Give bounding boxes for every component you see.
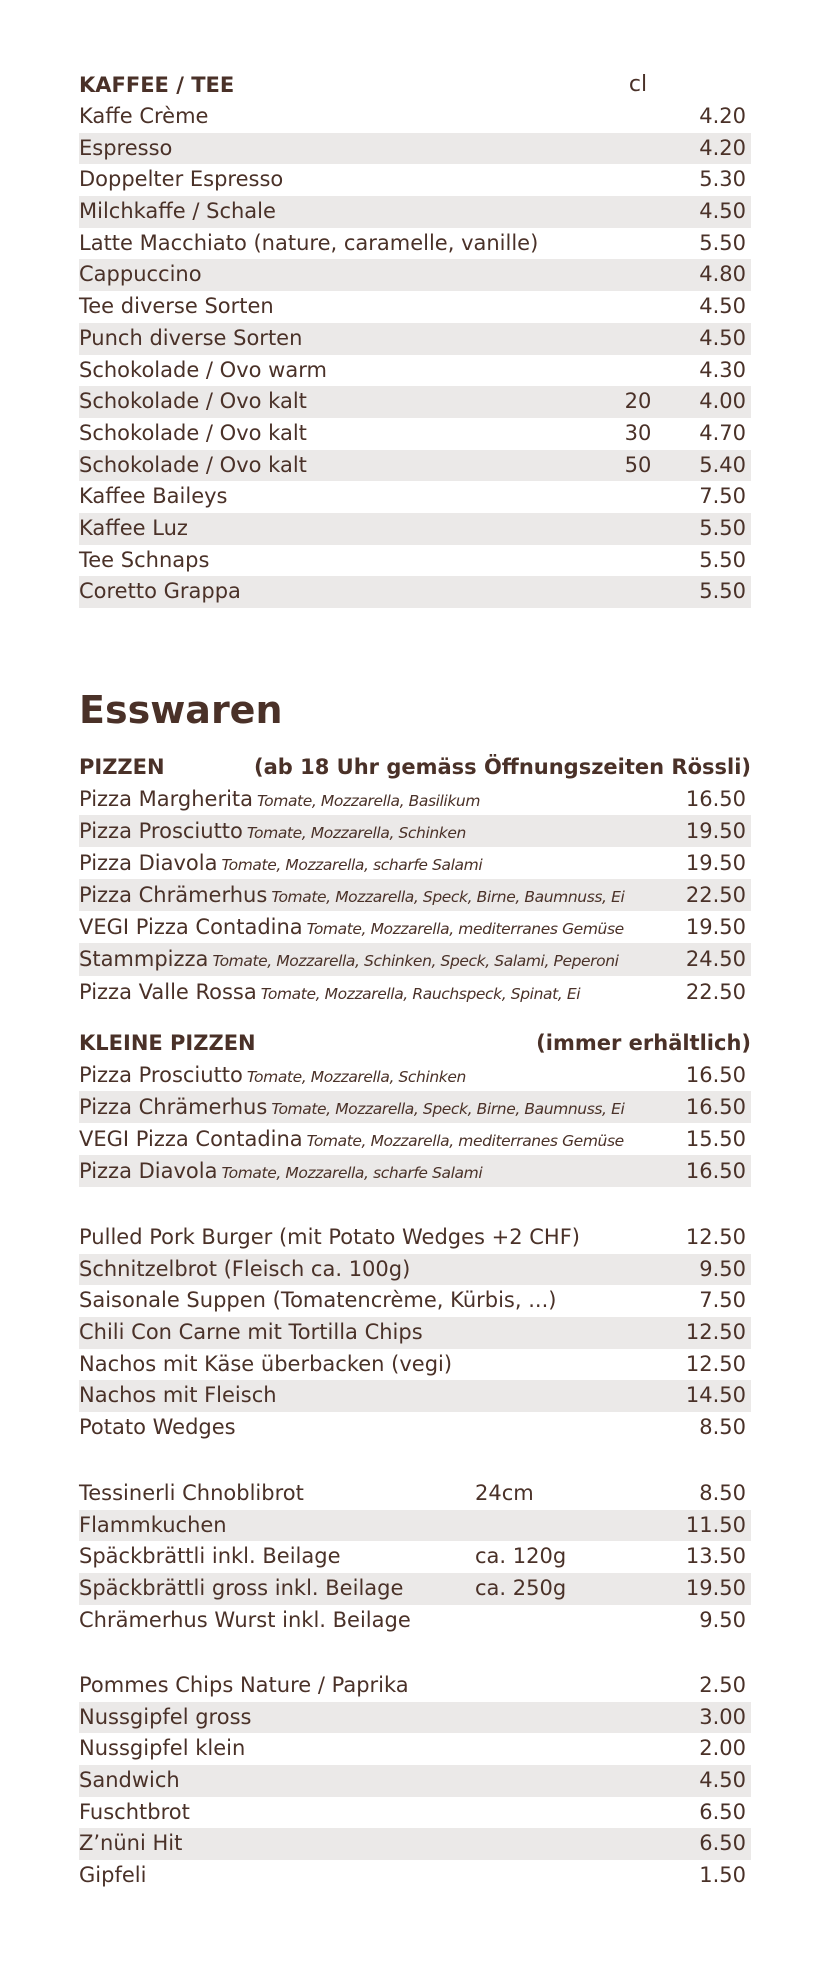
- pizzen-section: [79, 751, 751, 1008]
- item-price: 12.50: [685, 1351, 746, 1376]
- menu-row: [79, 976, 751, 1008]
- item-name: [79, 1222, 580, 1254]
- item-title: VEGI Pizza Contadina: [79, 1127, 303, 1152]
- item-title: Nachos mit Fleisch: [79, 1383, 277, 1408]
- item-title: Pizza Chrämerhus: [79, 1095, 268, 1120]
- item-price: 9.50: [699, 1607, 746, 1632]
- item-name: [79, 1573, 403, 1605]
- item-price: 19.50: [685, 819, 746, 844]
- item-name: [79, 355, 327, 387]
- kaffee-header: [79, 69, 751, 101]
- menu-row: [79, 450, 751, 482]
- item-description: Tomate, Mozzarella, Speck, Birne, Baumnuss, Ei: [271, 888, 625, 907]
- item-name: [79, 879, 624, 913]
- item-price: 5.50: [699, 230, 746, 255]
- item-price: 4.50: [699, 325, 746, 350]
- item-title: Milchkaffe / Schale: [79, 199, 276, 224]
- item-price: 22.50: [685, 883, 746, 908]
- item-title: Z’nüni Hit: [79, 1831, 183, 1856]
- item-price: 16.50: [685, 1159, 746, 1184]
- item-title: Potato Wedges: [79, 1415, 236, 1440]
- item-name: [79, 783, 480, 817]
- item-name: [79, 101, 208, 133]
- menu-row: [79, 228, 751, 260]
- item-size: 24cm: [475, 1481, 534, 1505]
- item-name: [79, 1317, 423, 1349]
- item-title: Späckbrättli gross inkl. Beilage: [79, 1576, 404, 1601]
- item-price: 7.50: [699, 1288, 746, 1313]
- kaffee-title: KAFFEE / TEE: [79, 73, 235, 97]
- menu-row: [79, 1380, 751, 1412]
- menu-row: [79, 1733, 751, 1765]
- item-title: Chili Con Carne mit Tortilla Chips: [79, 1320, 423, 1345]
- item-price: 5.40: [699, 452, 746, 477]
- menu-row: [79, 1285, 751, 1317]
- item-price: 12.50: [685, 1225, 746, 1249]
- item-name: [79, 1670, 409, 1702]
- item-title: Schnitzelbrot (Fleisch ca. 100g): [79, 1256, 411, 1281]
- menu-row: [79, 513, 751, 545]
- snacks-list: [79, 1222, 751, 1444]
- menu-row: [79, 1254, 751, 1286]
- item-title: Chrämerhus Wurst inkl. Beilage: [79, 1607, 411, 1632]
- item-name: [79, 943, 619, 977]
- menu-row: [79, 164, 751, 196]
- item-name: [79, 1733, 245, 1765]
- kleine-pizzen-header: [79, 1027, 751, 1059]
- item-cl: 30: [624, 420, 652, 445]
- item-price: 5.50: [699, 515, 746, 540]
- menu-row: [79, 1123, 751, 1155]
- menu-row: [79, 1765, 751, 1797]
- item-name: [79, 1412, 236, 1444]
- item-name: [79, 1091, 624, 1125]
- menu-row: [79, 943, 751, 975]
- item-price: 11.50: [685, 1512, 746, 1537]
- menu-row: [79, 1155, 751, 1187]
- item-title: Nachos mit Käse überbacken (vegi): [79, 1351, 453, 1376]
- menu-row: [79, 418, 751, 450]
- kleine-pizzen-title: KLEINE PIZZEN: [79, 1031, 256, 1055]
- menu-row: [79, 133, 751, 165]
- menu-row: [79, 1412, 751, 1444]
- item-title: Latte Macchiato (nature, caramelle, vanille): [79, 230, 539, 255]
- item-size: ca. 120g: [475, 1544, 567, 1569]
- item-name: [79, 1828, 182, 1860]
- item-title: Coretto Grappa: [79, 579, 241, 604]
- item-price: 16.50: [685, 1063, 746, 1087]
- item-title: Kaffee Baileys: [79, 484, 228, 509]
- item-description: Tomate, Mozzarella, scharfe Salami: [221, 856, 483, 875]
- item-title: Tessinerli Chnoblibrot: [79, 1481, 304, 1505]
- menu-row: [79, 196, 751, 228]
- item-title: Schokolade / Ovo kalt: [79, 420, 307, 445]
- item-title: Pizza Diavola: [79, 851, 218, 876]
- item-name: [79, 386, 307, 418]
- item-name: [79, 1155, 482, 1189]
- menu-row: [79, 1059, 751, 1091]
- item-description: Tomate, Mozzarella, Speck, Birne, Baumnuss, Ei: [271, 1100, 625, 1119]
- pizzen-list: [79, 783, 751, 1008]
- item-description: Tomate, Mozzarella, Rauchspeck, Spinat, Ei: [260, 984, 581, 1003]
- item-price: 14.50: [685, 1383, 746, 1408]
- item-title: Nussgipfel klein: [79, 1736, 246, 1761]
- item-name: [79, 545, 209, 577]
- menu-row: [79, 259, 751, 291]
- item-price: 5.50: [699, 547, 746, 572]
- item-price: 4.80: [699, 262, 746, 287]
- menu-row: [79, 1317, 751, 1349]
- menu-row: [79, 576, 751, 608]
- item-name: [79, 133, 172, 165]
- warm-section: [79, 1478, 751, 1636]
- item-name: [79, 196, 276, 228]
- item-name: [79, 1541, 341, 1573]
- item-name: [79, 1123, 624, 1157]
- item-name: [79, 228, 538, 260]
- item-name: [79, 513, 188, 545]
- item-price: 13.50: [685, 1544, 746, 1569]
- menu-row: [79, 323, 751, 355]
- item-title: Fuschtbrot: [79, 1799, 190, 1824]
- item-price: 7.50: [699, 484, 746, 509]
- item-price: 16.50: [685, 787, 746, 811]
- kleine-pizzen-note: (immer erhältlich): [536, 1031, 751, 1055]
- menu-row: [79, 1541, 751, 1573]
- item-name: [79, 291, 274, 323]
- kaffee-list: [79, 101, 751, 608]
- item-price: 4.20: [699, 135, 746, 160]
- item-price: 6.50: [699, 1831, 746, 1856]
- kleines-section: [79, 1670, 751, 1892]
- item-title: Pizza Diavola: [79, 1159, 218, 1184]
- menu-row: [79, 1091, 751, 1123]
- item-name: [79, 1797, 190, 1829]
- item-title: Pommes Chips Nature / Paprika: [79, 1673, 409, 1697]
- item-price: 19.50: [685, 1576, 746, 1601]
- item-title: Espresso: [79, 135, 173, 160]
- item-description: Tomate, Mozzarella, mediterranes Gemüse: [306, 920, 624, 939]
- item-title: Flammkuchen: [79, 1512, 227, 1537]
- item-price: 16.50: [685, 1095, 746, 1120]
- item-price: 4.50: [699, 199, 746, 224]
- menu-row: [79, 1860, 751, 1892]
- item-price: 4.70: [699, 420, 746, 445]
- item-price: 12.50: [685, 1320, 746, 1345]
- item-price: 5.30: [699, 167, 746, 192]
- item-name: [79, 976, 580, 1010]
- item-size: ca. 250g: [475, 1576, 567, 1601]
- item-name: [79, 847, 482, 881]
- item-title: Gipfeli: [79, 1863, 147, 1888]
- menu-row: [79, 1828, 751, 1860]
- menu-row: [79, 1702, 751, 1734]
- item-title: Pizza Margherita: [79, 787, 254, 811]
- menu-row: [79, 1605, 751, 1637]
- item-name: [79, 1478, 304, 1510]
- item-name: [79, 450, 307, 482]
- menu-row: [79, 911, 751, 943]
- menu-row: [79, 355, 751, 387]
- item-description: Tomate, Mozzarella, Schinken: [246, 824, 466, 843]
- item-title: Kaffe Crème: [79, 104, 209, 128]
- item-price: 22.50: [685, 979, 746, 1004]
- menu-row: [79, 386, 751, 418]
- item-title: Sandwich: [79, 1768, 180, 1793]
- item-title: Punch diverse Sorten: [79, 325, 303, 350]
- menu-row: [79, 1222, 751, 1254]
- item-name: [79, 1605, 411, 1637]
- menu-row: [79, 847, 751, 879]
- cl-column-header: cl: [628, 72, 648, 97]
- item-title: Kaffee Luz: [79, 515, 188, 540]
- item-name: [79, 1860, 146, 1892]
- menu-row: [79, 879, 751, 911]
- item-price: 4.30: [699, 357, 746, 382]
- item-price: 3.00: [699, 1704, 746, 1729]
- item-price: 1.50: [699, 1863, 746, 1888]
- item-description: Tomate, Mozzarella, Basilikum: [257, 792, 481, 810]
- menu-row: [79, 101, 751, 133]
- esswaren-title: Esswaren: [79, 688, 283, 732]
- item-title: Schokolade / Ovo kalt: [79, 389, 307, 414]
- item-cl: 50: [624, 452, 652, 477]
- kleines-list: [79, 1670, 751, 1892]
- item-name: [79, 1349, 452, 1381]
- item-name: [79, 911, 624, 945]
- item-price: 2.00: [699, 1736, 746, 1761]
- item-title: Pulled Pork Burger (mit Potato Wedges +2 CHF): [79, 1225, 580, 1249]
- item-price: 4.50: [699, 1768, 746, 1793]
- item-price: 8.50: [699, 1481, 746, 1505]
- item-price: 8.50: [699, 1415, 746, 1440]
- menu-row: [79, 815, 751, 847]
- item-description: Tomate, Mozzarella, Schinken, Speck, Salami, Peperoni: [212, 952, 619, 971]
- menu-row: [79, 1349, 751, 1381]
- item-price: 4.20: [699, 104, 746, 128]
- menu-row: [79, 481, 751, 513]
- item-price: 4.00: [699, 389, 746, 414]
- item-title: Nussgipfel gross: [79, 1704, 252, 1729]
- item-name: [79, 323, 302, 355]
- item-name: [79, 1285, 556, 1317]
- item-price: 5.50: [699, 579, 746, 604]
- item-name: [79, 1765, 180, 1797]
- item-title: Tee diverse Sorten: [79, 294, 274, 319]
- warm-list: [79, 1478, 751, 1636]
- item-price: 4.50: [699, 294, 746, 319]
- item-name: [79, 164, 283, 196]
- item-title: Pizza Prosciutto: [79, 819, 243, 844]
- item-title: Saisonale Suppen (Tomatencrème, Kürbis, ...): [79, 1288, 557, 1313]
- item-description: Tomate, Mozzarella, mediterranes Gemüse: [306, 1132, 624, 1151]
- menu-row: [79, 545, 751, 577]
- item-price: 19.50: [685, 851, 746, 876]
- menu-row: [79, 1797, 751, 1829]
- menu-row: [79, 1510, 751, 1542]
- item-price: 2.50: [699, 1673, 746, 1697]
- menu-row: [79, 1478, 751, 1510]
- item-title: Schokolade / Ovo warm: [79, 357, 327, 382]
- pizzen-title: PIZZEN: [79, 755, 165, 779]
- pizzen-header: [79, 751, 751, 783]
- kleine-pizzen-list: [79, 1059, 751, 1187]
- menu-row: [79, 1670, 751, 1702]
- item-name: [79, 1254, 410, 1286]
- kleine-pizzen-section: [79, 1027, 751, 1187]
- kaffee-section: [79, 69, 751, 608]
- item-name: [79, 1510, 227, 1542]
- item-name: [79, 259, 202, 291]
- item-cl: 20: [624, 389, 652, 414]
- item-price: 15.50: [685, 1127, 746, 1152]
- item-title: Pizza Prosciutto: [79, 1063, 243, 1087]
- menu-row: [79, 291, 751, 323]
- menu-row: [79, 1573, 751, 1605]
- item-title: Späckbrättli inkl. Beilage: [79, 1544, 341, 1569]
- item-name: [79, 815, 466, 849]
- item-title: Pizza Valle Rossa: [79, 979, 257, 1004]
- item-price: 19.50: [685, 915, 746, 940]
- item-title: Doppelter Espresso: [79, 167, 284, 192]
- item-title: VEGI Pizza Contadina: [79, 915, 303, 940]
- item-name: [79, 418, 307, 450]
- item-title: Schokolade / Ovo kalt: [79, 452, 307, 477]
- item-name: [79, 576, 241, 608]
- item-name: [79, 1380, 277, 1412]
- item-title: Tee Schnaps: [79, 547, 210, 572]
- item-name: [79, 481, 228, 513]
- item-title: Stammpizza: [79, 947, 209, 972]
- menu-row: [79, 783, 751, 815]
- item-price: 9.50: [699, 1256, 746, 1281]
- snacks-section: [79, 1222, 751, 1444]
- item-title: Cappuccino: [79, 262, 202, 287]
- item-description: Tomate, Mozzarella, scharfe Salami: [221, 1164, 483, 1183]
- item-name: [79, 1059, 466, 1093]
- item-title: Pizza Chrämerhus: [79, 883, 268, 908]
- item-price: 6.50: [699, 1799, 746, 1824]
- pizzen-note: (ab 18 Uhr gemäss Öffnungszeiten Rössli): [254, 755, 751, 779]
- item-name: [79, 1702, 251, 1734]
- item-description: Tomate, Mozzarella, Schinken: [246, 1068, 466, 1086]
- item-price: 24.50: [685, 947, 746, 972]
